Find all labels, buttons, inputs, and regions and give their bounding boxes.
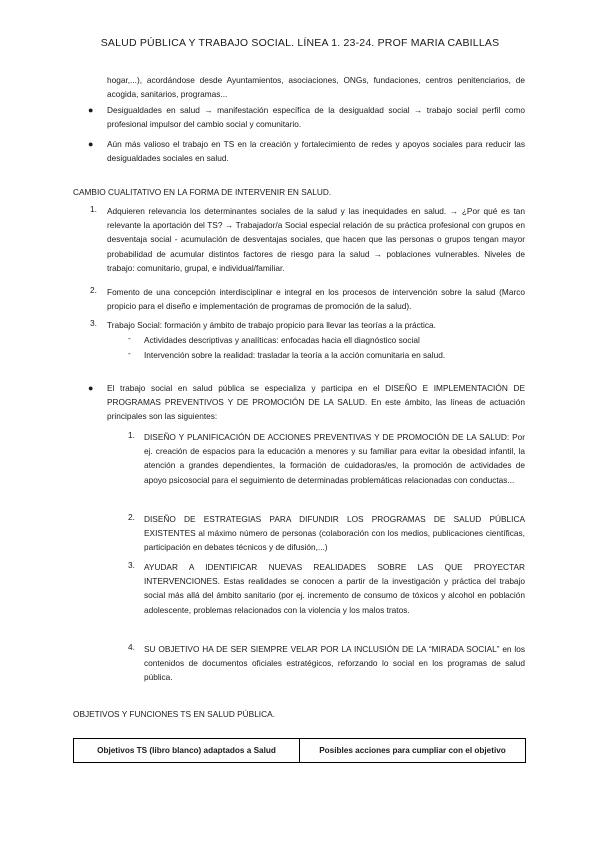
dash-bullet-icon: - [128, 333, 131, 343]
list-number: 4. [128, 642, 135, 652]
list-item: DISEÑO DE ESTRATEGIAS PARA DIFUNDIR LOS PROGRAMAS DE SALUD PÚBLICA EXISTENTES al máximo número de personas (colaboración con los medios, publicaciones científicas, participación en debates técnicos y de difusión,...) [144, 514, 525, 553]
list-number: 1. [128, 430, 135, 440]
list-item: Adquieren relevancia los determinantes sociales de la salud y las inequidades en salud. → ¿Por qué es tan relevante la aportación del TS? → Trabajador/a Social especial relación de su práctica profesional con grupos en desventaja social - acumulación de desventajas sociales, que hacen que las personas o grupos tengan mayor probabilidad de acumular distintos factores de riesgo para la salud → poblaciones vulnerables. Niveles de trabajo: comunitario, grupal, e individual/familiar. [107, 206, 525, 273]
sub-item: Actividades descriptivas y analíticas: enfocadas hacia ell diagnóstico social [144, 335, 420, 345]
list-item: Fomento de una concepción interdisciplinar e integral en los procesos de intervención sobre la salud (Marco propicio para el diseño e implementación de programas de promoción de la salud). [107, 287, 525, 312]
bullet-main: El trabajo social en salud pública se especializa y participa en el DISEÑO E IMPLEMENTACIÓN DE PROGRAMAS PREVENTIVOS Y DE PROMOCIÓN DE LA SALUD. En este ámbito, las líneas de actuación principales son las siguientes: [107, 383, 525, 422]
list-item: AYUDAR A IDENTIFICAR NUEVAS REALIDADES SOBRE LAS QUE PROYECTAR INTERVENCIONES. Estas realidades se conocen a partir de la investigación y práctica del trabajo social más allá del ámbito sanitario (por ej. incremento de consumo de tóxicos y alcohol en población adolescente, problemas relacionados con la violencia y los malos tratos. [144, 562, 525, 615]
list-item: SU OBJETIVO HA DE SER SIEMPRE VELAR POR LA INCLUSIÓN DE LA “MIRADA SOCIAL” en los contenidos de documentos oficiales estratégicos, reforzando lo social en los programas de salud pública. [144, 644, 525, 683]
bullet-dot-icon: ● [88, 383, 94, 393]
intro-continuation: hogar,...), acordándose desde Ayuntamientos, asociaciones, ONGs, fundaciones, centros penitenciarios, de acogida, sanitarios, programas... [107, 75, 525, 100]
list-number: 3. [90, 318, 97, 328]
table-header-cell: Objetivos TS (libro blanco) adaptados a Salud [74, 739, 300, 763]
list-number: 2. [128, 512, 135, 522]
page-header: SALUD PÚBLICA Y TRABAJO SOCIAL. LÍNEA 1. 23-24. PROF MARIA CABILLAS [100, 37, 500, 49]
table-header-cell: Posibles acciones para cumpliar con el objetivo [300, 739, 526, 763]
list-item: Trabajo Social: formación y ámbito de trabajo propicio para llevar las teorías a la práctica. [107, 320, 436, 330]
table-header-row [74, 739, 526, 763]
section-title-cambio: CAMBIO CUALITATIVO EN LA FORMA DE INTERVENIR EN SALUD. [73, 187, 332, 197]
sub-item: Intervención sobre la realidad: trasladar la teoría a la acción comunitaria en salud. [144, 350, 446, 360]
section-title-objetivos: OBJETIVOS Y FUNCIONES TS EN SALUD PÚBLICA. [73, 709, 275, 719]
list-number: 2. [90, 285, 97, 295]
list-item: DISEÑO Y PLANIFICACIÓN DE ACCIONES PREVENTIVAS Y DE PROMOCIÓN DE LA SALUD: Por ej. creación de espacios para la educación a menores y su familiar para evitar la obesidad infantil, la atención a grandes dependientes, la formación de cuidadoras/es, la promoción de actividades de apoyo psicosocial para el seguimiento de determinadas problemáticas relacionadas con conductas... [144, 432, 525, 485]
bullet-dot-icon: ● [88, 139, 94, 149]
list-number: 1. [90, 204, 97, 214]
dash-bullet-icon: - [128, 348, 131, 358]
bullet-dot-icon: ● [88, 105, 94, 115]
bullet-inequalities: Desigualdades en salud → manifestación específica de la desigualdad social → trabajo social perfil como profesional impulsor del cambio social y comunitario. [107, 105, 525, 130]
objectives-table [73, 738, 526, 763]
list-number: 3. [128, 560, 135, 570]
bullet-networks: Aún más valioso el trabajo en TS en la creación y fortalecimiento de redes y apoyos sociales para reducir las desigualdades sociales en salud. [107, 139, 525, 164]
